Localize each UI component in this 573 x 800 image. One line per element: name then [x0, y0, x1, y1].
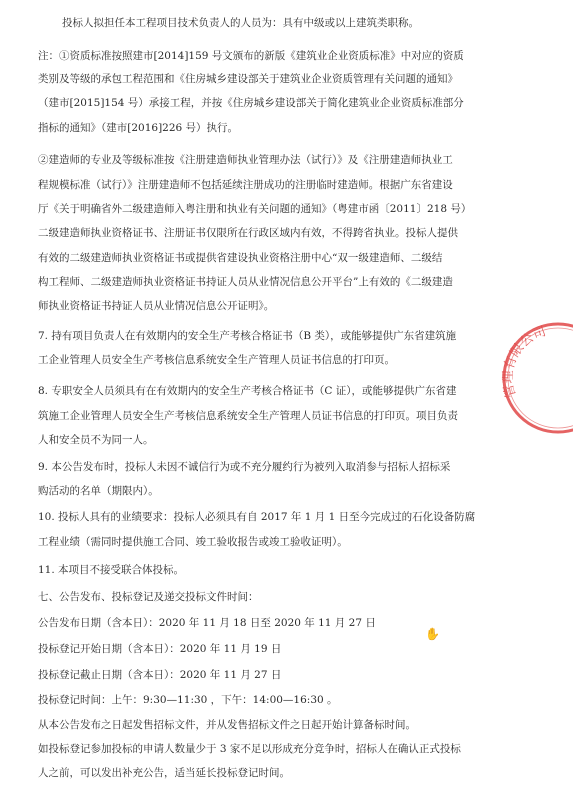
text-line: 11. 本项目不接受联合体投标。 [38, 564, 185, 576]
text-line: 指标的通知》（建市[2016]226 号）执行。 [38, 122, 239, 134]
text-line: 人和安全员不为同一人。 [38, 434, 154, 446]
text-line: 投标人拟担任本工程项目技术负责人的人员为：具有中级或以上建筑类职称。 [62, 17, 419, 29]
text-line: 二级建造师执业资格证书、注册证书仅限所在行政区域内有效，不得跨省执业。投标人提供 [38, 227, 458, 239]
text-line: 9. 本公告发布时，投标人未因不诚信行为或不充分履约行为被列入取消参与招标人招标采 [38, 461, 451, 473]
text-line: 7. 持有项目负责人在有效期内的安全生产考核合格证书（B 类），或能够提供广东省建筑施 [38, 330, 457, 342]
text-line: 筑施工企业管理人员安全生产考核信息系统安全生产管理人员证书信息的打印页。项目负责 [38, 410, 458, 422]
text-line: 投标登记时间：上午：9:30—11:30 ，下午：14:00—16:30 。 [38, 694, 338, 706]
text-line: （建市[2015]154 号）承接工程，并按《住房城乡建设部关于简化建筑业企业资质标准部分 [38, 97, 464, 109]
text-line: 师执业资格证书持证人员从业情况信息公开证明》。 [38, 300, 275, 312]
text-line: 有效的二级建造师执业资格证书或提供省建设执业资格注册中心“双一级建造师、二级结 [38, 252, 443, 264]
text-line: 购活动的名单（期限内）。 [38, 485, 159, 497]
text-line: 工企业管理人员安全生产考核信息系统安全生产管理人员证书信息的打印页。 [38, 354, 395, 366]
text-line: 程规模标准（试行）》注册建造师不包括延续注册成功的注册临时建造师。根据广东省建设 [38, 179, 453, 191]
text-line: 公告发布日期（含本日）：2020 年 11 月 18 日至 2020 年 11 月 27 日 [38, 617, 376, 629]
text-line: 工程业绩（需同时提供施工合同、竣工验收报告或竣工验收证明）。 [38, 536, 348, 548]
text-line: 8. 专职安全人员须具有在有效期内的安全生产考核合格证书（C 证），或能够提供广东省建 [38, 385, 457, 397]
text-line: ②建造师的专业及等级标准按《注册建造师执业管理办法（试行）》及《注册建造师执业工 [38, 154, 453, 166]
text-line: 注：①资质标准按照建市[2014]159 号文颁布的新版《建筑业企业资质标准》中对应的资质 [38, 50, 464, 62]
text-line: 人之前，可以发出补充公告，适当延长投标登记时间。 [38, 767, 290, 779]
text-line: 从本公告发布之日起发售招标文件，并从发售招标文件之日起开始计算备标时间。 [38, 719, 416, 731]
text-line: 七、公告发布、投标登记及递交投标文件时间： [38, 591, 259, 603]
text-line: 投标登记截止日期（含本日）：2020 年 11 月 27 日 [38, 669, 282, 681]
text-line: 类别及等级的承包工程范围和《住房城乡建设部关于建筑业企业资质管理有关问题的通知》 [38, 73, 458, 85]
hand-cursor-icon: ✋ [425, 627, 440, 641]
text-line: 厅《关于明确省外二级建造师入粤注册和执业有关问题的通知》（粤建市函〔2011〕218 号） [38, 203, 472, 215]
text-line: 构工程师、二级建造师执业资格证书持证人员从业情况信息公开平台”上有效的《二级建造 [38, 276, 453, 288]
text-line: 10. 投标人具有的业绩要求：投标人必须具有自 2017 年 1 月 1 日至今完成过的石化设备防腐 [38, 511, 476, 523]
text-line: 如投标登记参加投标的申请人数量少于 3 家不足以形成充分竞争时，招标人在确认正式投标 [38, 743, 461, 755]
company-seal-stamp [498, 318, 573, 438]
svg-text:管理有限公司: 管理有限公司 [501, 324, 549, 400]
text-line: 投标登记开始日期（含本日）：2020 年 11 月 19 日 [38, 643, 282, 655]
